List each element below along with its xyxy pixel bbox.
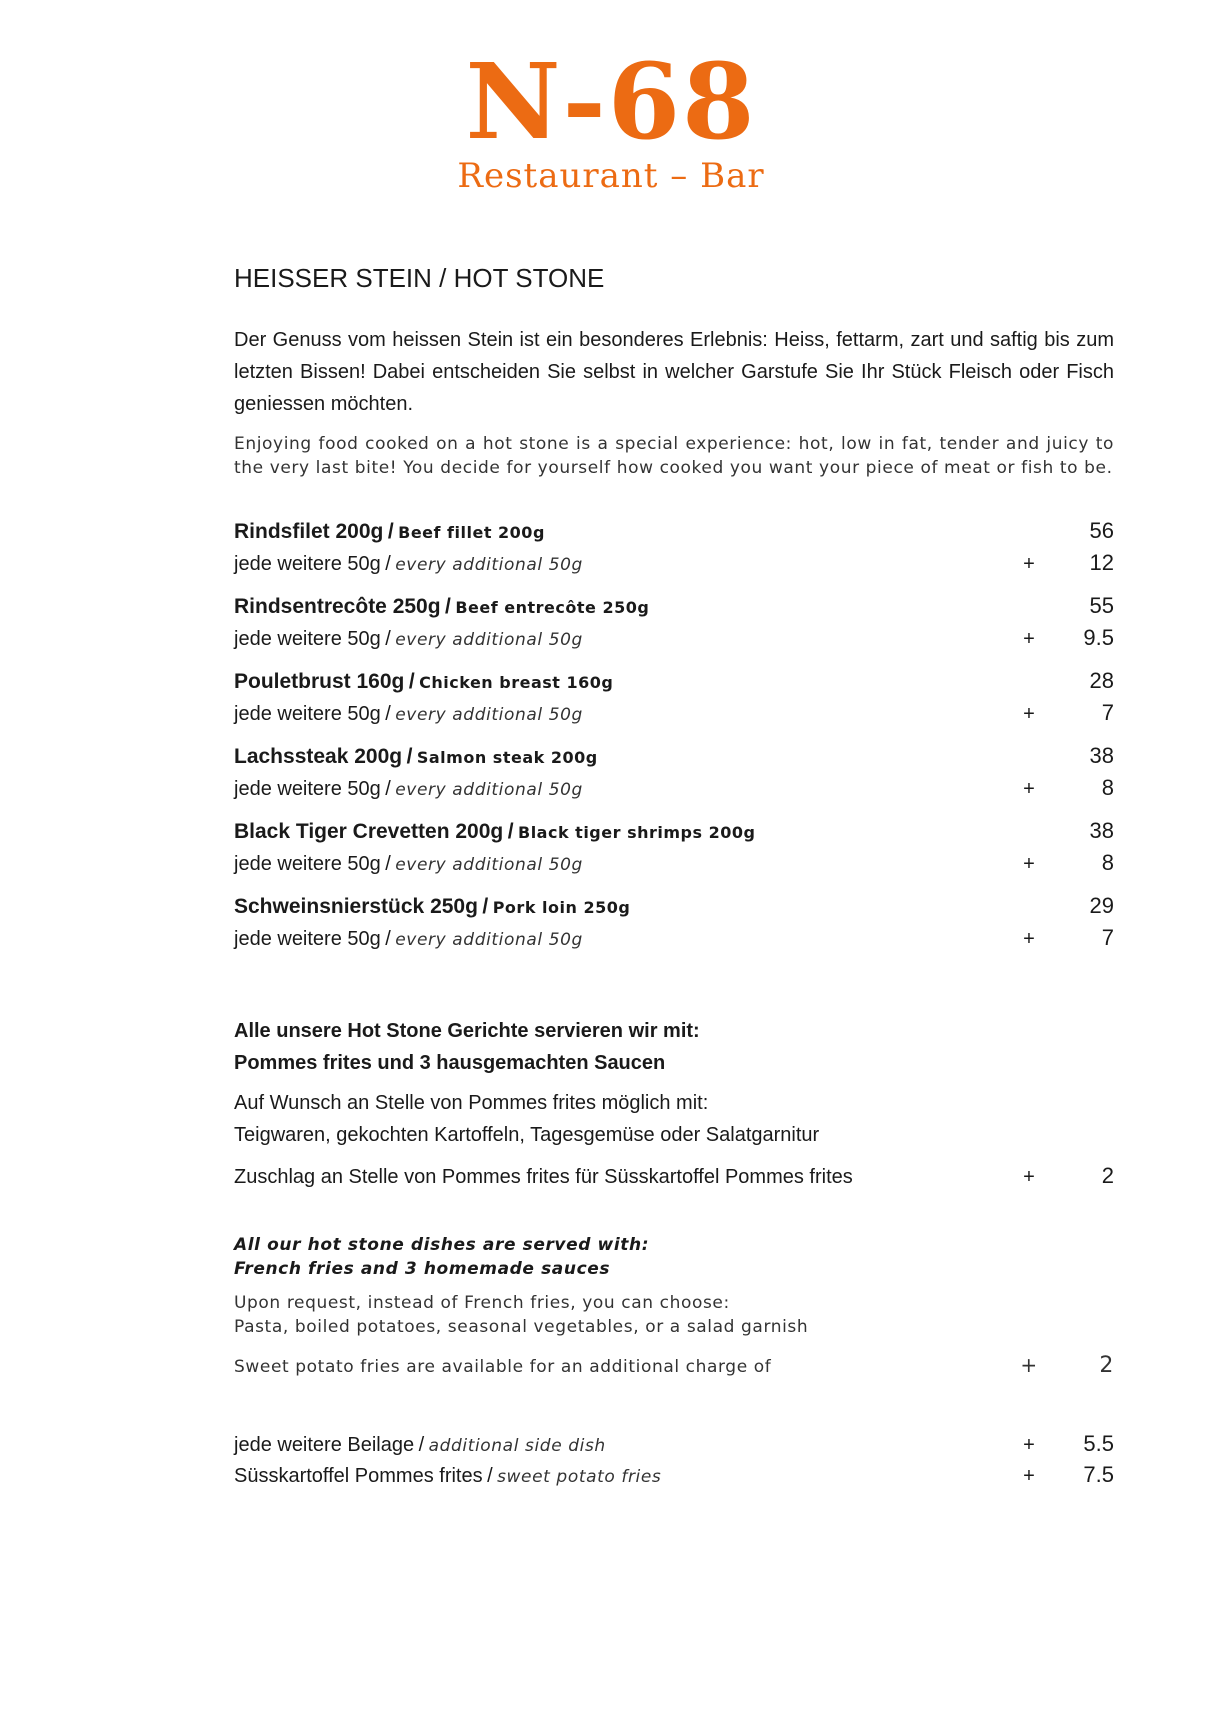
sides-options-line: Pasta, boiled potatoes, seasonal vegetables, or a salad garnish <box>234 1317 809 1337</box>
addon-english: every additional 50g <box>395 705 583 725</box>
plus-sign: + <box>1023 853 1035 875</box>
plus-sign: + <box>1023 778 1035 800</box>
sides-heading-line: French fries and 3 homemade sauces <box>234 1259 611 1279</box>
plus-sign: + <box>1023 1166 1035 1188</box>
menu-item-main-row <box>234 518 1114 550</box>
sides-heading-english <box>234 1233 1114 1281</box>
separator: / <box>418 1434 425 1456</box>
surcharge-price: 2 <box>1099 1353 1114 1378</box>
surcharge-label: Sweet potato fries are available for an additional charge of <box>234 1357 772 1377</box>
menu-item <box>234 668 1114 732</box>
separator: / <box>387 520 394 543</box>
item-name-english: Beef fillet 200g <box>398 523 545 542</box>
item-price: 55 <box>1089 593 1114 618</box>
separator: / <box>408 670 415 693</box>
menu-item-main-row <box>234 818 1114 850</box>
menu-item <box>234 893 1114 957</box>
item-name-english: Salmon steak 200g <box>416 748 598 767</box>
sides-options <box>234 1087 1114 1151</box>
extra-label-german: Süsskartoffel Pommes frites <box>234 1465 483 1487</box>
menu-item-main-row <box>234 668 1114 700</box>
intro-german: Der Genuss vom heissen Stein ist ein besonderes Erlebnis: Heiss, fettarm, zart und saftig bis zum letzten Bissen! Dabei entscheiden Sie selbst in welcher Garstufe Sie Ihr Stück Fleisch oder Fisch geniessen möchten. <box>234 329 1114 415</box>
plus-sign: + <box>1023 1465 1035 1487</box>
side-dishes-german <box>234 1015 1114 1195</box>
side-dishes-english <box>234 1233 1114 1385</box>
menu-item-main-row <box>234 743 1114 775</box>
sides-heading-line: Pommes frites und 3 hausgemachten Saucen <box>234 1052 666 1074</box>
separator: / <box>385 778 391 800</box>
separator: / <box>487 1465 493 1487</box>
addon-english: every additional 50g <box>395 930 583 950</box>
addon-german: jede weitere 50g <box>234 628 381 650</box>
item-name-german: Rindsentrecôte 250g <box>234 595 441 618</box>
plus-sign: + <box>1020 1353 1038 1377</box>
item-price: 38 <box>1089 818 1114 843</box>
addon-english: every additional 50g <box>395 555 583 575</box>
separator: / <box>406 745 413 768</box>
addon-german: jede weitere 50g <box>234 703 381 725</box>
plus-sign: + <box>1023 1434 1035 1456</box>
item-name-german: Rindsfilet 200g <box>234 520 384 543</box>
surcharge-row-english <box>234 1353 1114 1385</box>
menu-item-addon-row <box>234 850 1114 882</box>
addon-price: 8 <box>1101 850 1114 875</box>
item-price: 28 <box>1089 668 1114 693</box>
separator: / <box>385 703 391 725</box>
item-name-english: Black tiger shrimps 200g <box>518 823 756 842</box>
menu-item <box>234 518 1114 582</box>
menu-item <box>234 818 1114 882</box>
item-name-english: Chicken breast 160g <box>419 673 614 692</box>
surcharge-price: 2 <box>1101 1163 1114 1188</box>
sides-heading-line: All our hot stone dishes are served with: <box>234 1235 650 1255</box>
surcharge-label: Zuschlag an Stelle von Pommes frites für Süsskartoffel Pommes frites <box>234 1166 853 1188</box>
addon-price: 9.5 <box>1083 625 1114 650</box>
logo-wordmark: N-68 <box>465 40 757 163</box>
addon-german: jede weitere 50g <box>234 553 381 575</box>
menu-item-addon-row <box>234 550 1114 582</box>
plus-sign: + <box>1023 553 1035 575</box>
separator: / <box>507 820 514 843</box>
item-name-german: Pouletbrust 160g <box>234 670 405 693</box>
sides-options-line: Upon request, instead of French fries, you can choose: <box>234 1293 730 1313</box>
separator: / <box>385 628 391 650</box>
addon-price: 8 <box>1101 775 1114 800</box>
item-name-english: Beef entrecôte 250g <box>455 598 650 617</box>
separator: / <box>385 928 391 950</box>
addon-price: 12 <box>1089 550 1114 575</box>
separator: / <box>445 595 451 618</box>
menu-items <box>234 518 1114 957</box>
menu-item-addon-row <box>234 775 1114 807</box>
menu-item <box>234 593 1114 657</box>
menu-item-main-row <box>234 893 1114 925</box>
separator: / <box>482 895 489 918</box>
item-price: 29 <box>1089 893 1114 918</box>
menu-content <box>234 262 1114 1493</box>
item-name-german: Schweinsnierstück 250g <box>234 895 478 918</box>
sides-options-english <box>234 1291 1114 1339</box>
extra-price: 5.5 <box>1083 1431 1114 1456</box>
extra-item <box>234 1462 1114 1493</box>
plus-sign: + <box>1023 628 1035 650</box>
extra-price: 7.5 <box>1083 1462 1114 1487</box>
surcharge-row <box>234 1163 1114 1195</box>
plus-sign: + <box>1023 703 1035 725</box>
restaurant-logo <box>0 40 1222 196</box>
sides-options-line: Auf Wunsch an Stelle von Pommes frites möglich mit: <box>234 1092 709 1114</box>
intro-english: Enjoying food cooked on a hot stone is a special experience: hot, low in fat, tender and juicy to the very last bite! You decide for yourself how cooked you want your piece of meat or fish to be. <box>234 434 1114 478</box>
separator: / <box>385 553 391 575</box>
extra-label-english: sweet potato fries <box>497 1467 662 1487</box>
section-title: HEISSER STEIN / HOT STONE <box>234 263 605 293</box>
extra-label-german: jede weitere Beilage <box>234 1434 415 1456</box>
item-price: 38 <box>1089 743 1114 768</box>
addon-german: jede weitere 50g <box>234 928 381 950</box>
menu-item-addon-row <box>234 625 1114 657</box>
item-name-german: Black Tiger Crevetten 200g <box>234 820 504 843</box>
extra-item <box>234 1431 1114 1462</box>
item-name-english: Pork loin 250g <box>492 898 631 917</box>
extras-list <box>234 1431 1114 1493</box>
menu-item-main-row <box>234 593 1114 625</box>
item-name-german: Lachssteak 200g <box>234 745 403 768</box>
menu-item-addon-row <box>234 700 1114 732</box>
addon-price: 7 <box>1101 700 1114 725</box>
separator: / <box>385 853 391 875</box>
item-price: 56 <box>1089 518 1114 543</box>
addon-english: every additional 50g <box>395 855 583 875</box>
menu-item-addon-row <box>234 925 1114 957</box>
addon-english: every additional 50g <box>395 780 583 800</box>
extra-label-english: additional side dish <box>428 1436 606 1456</box>
sides-heading <box>234 1015 1114 1079</box>
addon-german: jede weitere 50g <box>234 853 381 875</box>
plus-sign: + <box>1023 928 1035 950</box>
sides-heading-line: Alle unsere Hot Stone Gerichte servieren wir mit: <box>234 1020 700 1042</box>
addon-price: 7 <box>1101 925 1114 950</box>
logo-tagline: Restaurant – Bar <box>457 156 765 196</box>
addon-english: every additional 50g <box>395 630 583 650</box>
sides-options-line: Teigwaren, gekochten Kartoffeln, Tagesgemüse oder Salatgarnitur <box>234 1124 820 1146</box>
addon-german: jede weitere 50g <box>234 778 381 800</box>
menu-item <box>234 743 1114 807</box>
